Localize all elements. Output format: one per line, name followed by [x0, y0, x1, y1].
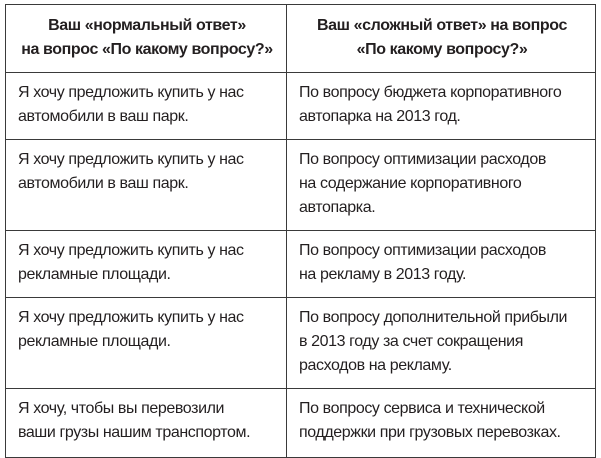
- complex-answer-cell: [287, 73, 596, 140]
- complex-answer-cell: [287, 140, 596, 231]
- normal-answer-cell: [6, 73, 287, 140]
- header-line: Ваш «нормальный ответ»: [48, 17, 246, 34]
- normal-answer-cell: [6, 389, 287, 458]
- normal-answer-cell: [6, 140, 287, 231]
- cell-line: расходов на рекламу.: [299, 357, 452, 374]
- cell-line: автопарка.: [299, 199, 376, 216]
- table-row: [6, 231, 596, 298]
- cell-line: рекламные площади.: [18, 333, 171, 350]
- cell-line: автомобили в ваш парк.: [18, 108, 189, 125]
- table-row: [6, 389, 596, 458]
- cell-line: поддержки при грузовых перевозках.: [299, 424, 561, 441]
- header-line: «По какому вопросу?»: [356, 41, 528, 58]
- cell-line: в 2013 году за счет сокращения: [299, 333, 523, 350]
- normal-answer-cell: [6, 231, 287, 298]
- cell-line: рекламные площади.: [18, 266, 171, 283]
- cell-line: По вопросу оптимизации расходов: [299, 242, 546, 259]
- header-line: на вопрос «По какому вопросу?»: [21, 41, 273, 58]
- complex-answer-cell: [287, 389, 596, 458]
- cell-line: Я хочу предложить купить у нас: [18, 151, 244, 168]
- complex-answer-cell: [287, 231, 596, 298]
- header-row: [6, 5, 596, 73]
- header-complex-answer: [287, 5, 596, 73]
- header-normal-answer: [6, 5, 287, 73]
- cell-line: Я хочу предложить купить у нас: [18, 242, 244, 259]
- complex-answer-cell: [287, 298, 596, 389]
- cell-line: автопарка на 2013 год.: [299, 108, 461, 125]
- answers-table: [5, 4, 596, 458]
- cell-line: По вопросу сервиса и технической: [299, 400, 545, 417]
- cell-line: По вопросу дополнительной прибыли: [299, 309, 568, 326]
- cell-line: Я хочу, чтобы вы перевозили: [18, 400, 225, 417]
- table-row: [6, 73, 596, 140]
- cell-line: на рекламу в 2013 году.: [299, 266, 467, 283]
- table-row: [6, 298, 596, 389]
- normal-answer-cell: [6, 298, 287, 389]
- cell-line: автомобили в ваш парк.: [18, 175, 189, 192]
- cell-line: Я хочу предложить купить у нас: [18, 309, 244, 326]
- table-row: [6, 140, 596, 231]
- cell-line: Я хочу предложить купить у нас: [18, 84, 244, 101]
- header-line: Ваш «сложный ответ» на вопрос: [317, 17, 567, 34]
- cell-line: ваши грузы нашим транспортом.: [18, 424, 251, 441]
- cell-line: По вопросу оптимизации расходов: [299, 151, 546, 168]
- cell-line: По вопросу бюджета корпоративного: [299, 84, 562, 101]
- cell-line: на содержание корпоративного: [299, 175, 522, 192]
